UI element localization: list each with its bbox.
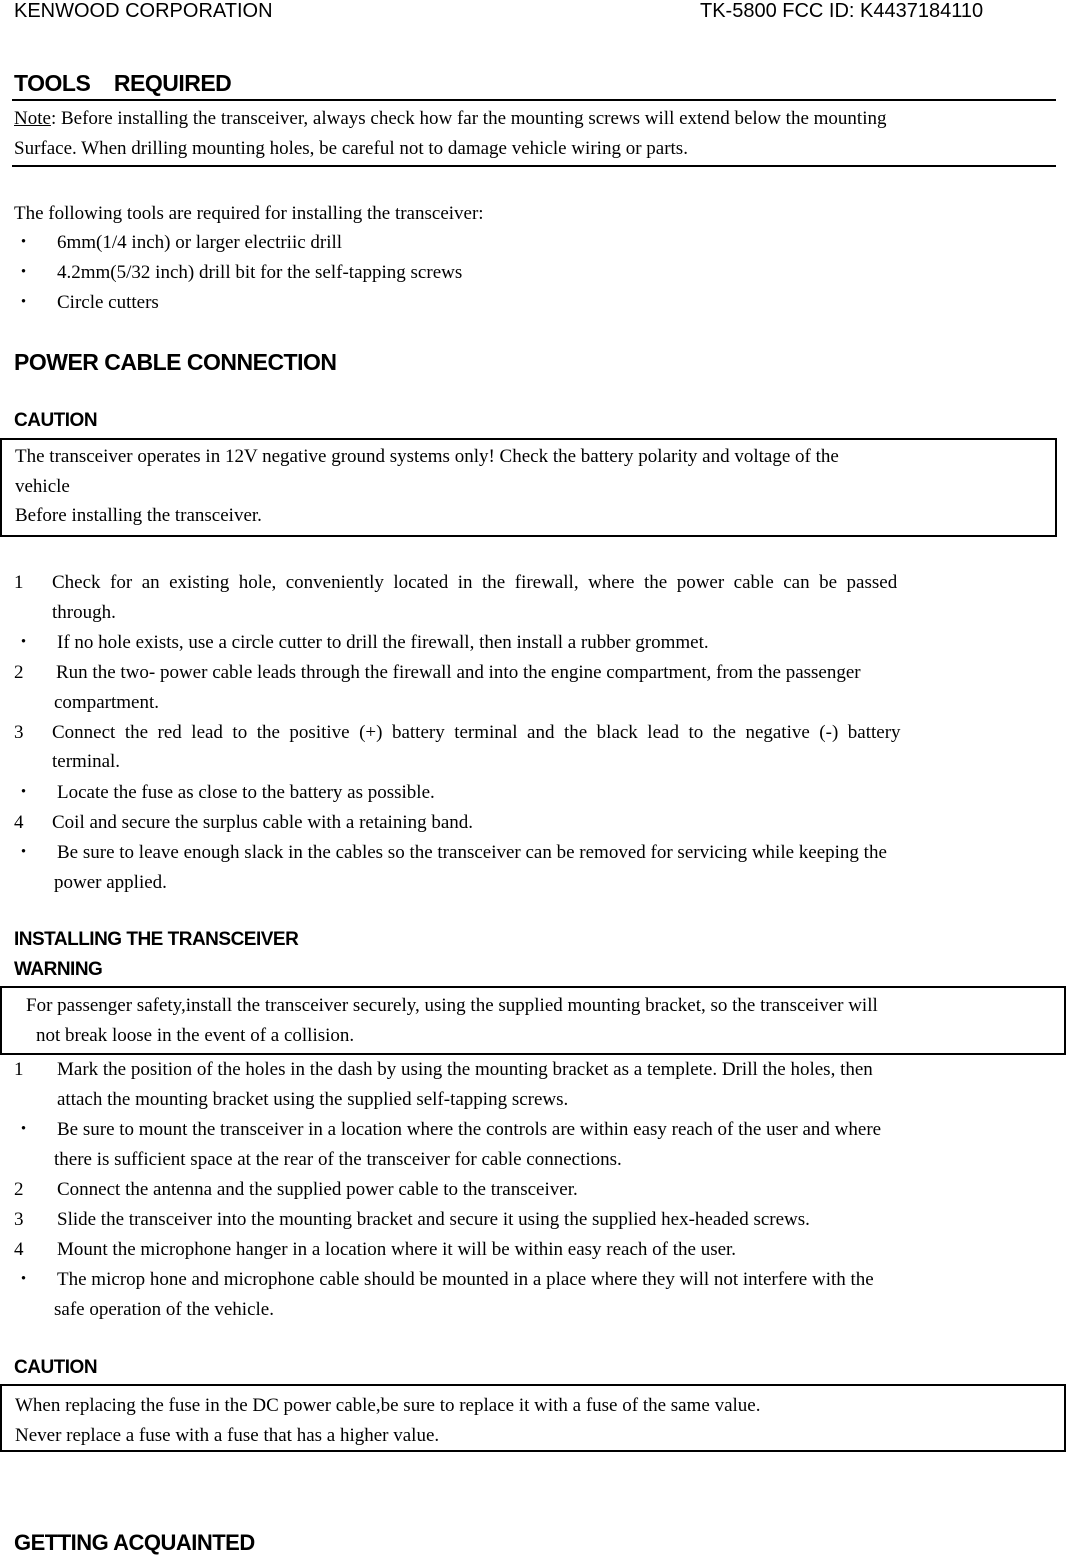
install-caution-label: CAUTION: [14, 1357, 98, 1378]
list-item: [14, 778, 1048, 808]
bullet-icon: ・: [14, 1119, 34, 1140]
list-item: [14, 1055, 1054, 1115]
step-text: Mark the position of the holes in the dash by using the mounting bracket as a templete. Drill the holes, then: [57, 1059, 873, 1080]
bullet-icon: ・: [14, 782, 34, 803]
step-text-cont: there is sufficient space at the rear of the transceiver for cable connections.: [54, 1149, 622, 1170]
list-item: [14, 228, 1054, 258]
step-text: Run the two- power cable leads through the firewall and into the engine compartment, from the passenger: [56, 662, 861, 683]
step-text-cont: compartment.: [54, 692, 159, 713]
install-caution-box: [0, 1384, 1066, 1452]
step-number: 1: [14, 572, 24, 593]
step-number: 4: [14, 812, 24, 833]
step-number: 3: [14, 722, 24, 743]
step-text-cont: power applied.: [54, 872, 167, 893]
note-text-1: : Before installing the transceiver, always check how far the mounting screws will extend below the mounting: [50, 108, 887, 129]
install-steps: [14, 1055, 1054, 1325]
step-text-cont: through.: [52, 602, 116, 623]
header-company: KENWOOD CORPORATION: [14, 0, 273, 22]
step-text: Check for an existing hole, conveniently located in the firewall, where the power cable can be passed: [52, 572, 898, 593]
step-text: Be sure to mount the transceiver in a location where the controls are within easy reach of the user and where: [57, 1119, 882, 1140]
tools-item-drill-bit: 4.2mm(5/32 inch) drill bit for the self-tapping screws: [57, 262, 463, 283]
power-caution-line-1: The transceiver operates in 12V negative ground systems only! Check the battery polarity and voltage of the: [15, 446, 839, 467]
tools-top-rule: [12, 99, 1056, 101]
list-item: [14, 1235, 1054, 1265]
bullet-icon: ・: [14, 292, 34, 313]
tools-bottom-rule: [12, 165, 1056, 167]
tools-item-circle-cutters: Circle cutters: [57, 292, 159, 313]
step-text: Be sure to leave enough slack in the cables so the transceiver can be removed for servicing while keeping the: [57, 842, 887, 863]
step-text: Coil and secure the surplus cable with a retaining band.: [52, 812, 474, 833]
tools-item-drill: 6mm(1/4 inch) or larger electriic drill: [57, 232, 343, 253]
list-item: [14, 718, 1048, 778]
list-item: [14, 568, 1048, 628]
tools-intro: The following tools are required for installing the transceiver:: [14, 203, 484, 224]
step-text-cont: terminal.: [52, 751, 121, 772]
step-number: 2: [14, 662, 24, 683]
bullet-icon: ・: [14, 232, 34, 253]
bullet-icon: ・: [14, 842, 34, 863]
tools-note-line-1: [14, 104, 886, 134]
step-text-cont: safe operation of the vehicle.: [54, 1299, 274, 1320]
step-text: The microp hone and microphone cable should be mounted in a place where they will not interfere with the: [57, 1269, 874, 1290]
note-label: Note: [14, 108, 51, 129]
power-caution-line-2: vehicle: [15, 476, 70, 497]
list-item: [14, 658, 1048, 718]
install-title: INSTALLING THE TRANSCEIVER: [14, 929, 299, 950]
warning-line-2: not break loose in the event of a collision.: [36, 1025, 355, 1046]
step-number: 1: [14, 1059, 24, 1080]
bullet-icon: ・: [14, 262, 34, 283]
step-number: 4: [14, 1239, 24, 1260]
tools-note-line-2: Surface. When drilling mounting holes, be careful not to damage vehicle wiring or parts.: [14, 138, 688, 159]
list-item: [14, 838, 1048, 898]
step-text: If no hole exists, use a circle cutter to drill the firewall, then install a rubber grommet.: [57, 632, 709, 653]
step-text: Mount the microphone hanger in a location where it will be within easy reach of the user.: [57, 1239, 737, 1260]
step-text: Slide the transceiver into the mounting bracket and secure it using the supplied hex-headed screws.: [57, 1209, 810, 1230]
list-item: [14, 808, 1048, 838]
list-item: [14, 288, 1054, 318]
power-caution-line-3: Before installing the transceiver.: [15, 505, 262, 526]
install-warning-label: WARNING: [14, 959, 103, 980]
list-item: [14, 1205, 1054, 1235]
tools-list: [14, 228, 1054, 318]
power-caution-label: CAUTION: [14, 410, 98, 431]
step-number: 2: [14, 1179, 24, 1200]
install-caution-line-2: Never replace a fuse with a fuse that has a higher value.: [15, 1425, 440, 1446]
getting-acquainted-title: GETTING ACQUAINTED: [14, 1530, 255, 1555]
bullet-icon: ・: [14, 632, 34, 653]
list-item: [14, 258, 1054, 288]
tools-title: TOOLS REQUIRED: [14, 70, 232, 96]
warning-line-1: For passenger safety,install the transceiver securely, using the supplied mounting bracket, so the transceiver will: [26, 995, 878, 1016]
power-title: POWER CABLE CONNECTION: [14, 349, 337, 375]
install-warning-box: [0, 986, 1066, 1055]
step-text-cont: attach the mounting bracket using the supplied self-tapping screws.: [57, 1089, 569, 1110]
install-caution-line-1: When replacing the fuse in the DC power cable,be sure to replace it with a fuse of the same value.: [15, 1395, 761, 1416]
list-item: [14, 1115, 1054, 1175]
bullet-icon: ・: [14, 1269, 34, 1290]
step-number: 3: [14, 1209, 24, 1230]
header-model-fcc-id: TK-5800 FCC ID: K4437184110: [700, 0, 984, 22]
power-steps: [14, 568, 1048, 898]
list-item: [14, 1175, 1054, 1205]
step-text: Connect the red lead to the positive (+) battery terminal and the black lead to the negative (-) battery: [52, 722, 901, 743]
step-text: Locate the fuse as close to the battery as possible.: [57, 782, 435, 803]
step-text: Connect the antenna and the supplied power cable to the transceiver.: [57, 1179, 578, 1200]
power-caution-box: [0, 438, 1057, 537]
list-item: [14, 628, 1048, 658]
list-item: [14, 1265, 1054, 1325]
